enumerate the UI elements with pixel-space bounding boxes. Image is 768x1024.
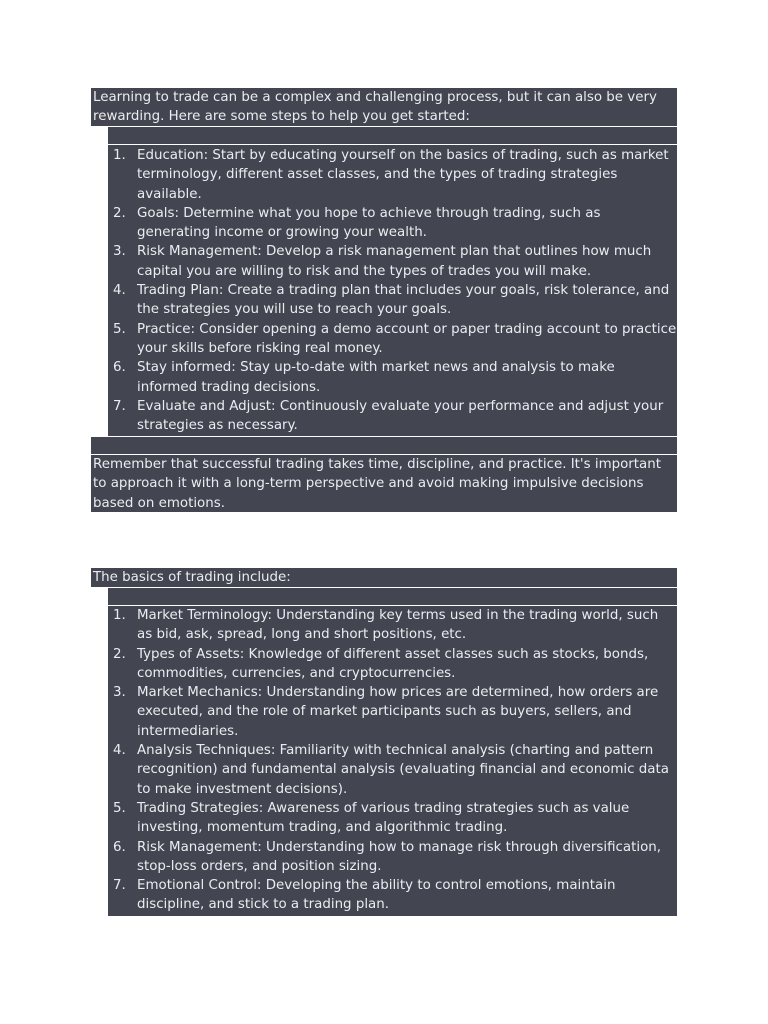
list-number: 3. <box>113 685 126 701</box>
list-number: 5. <box>113 800 126 816</box>
step-list-item <box>108 146 677 204</box>
list-number: 6. <box>113 360 126 376</box>
list-item-text: Analysis Techniques: Familiarity with technical analysis (charting and pattern recognition) and fundamental analysis (evaluating financial and economic data to make investment decisions). <box>137 743 669 797</box>
spacer-bar <box>108 588 677 605</box>
basics-list-item <box>108 645 677 684</box>
list-number: 1. <box>113 608 126 623</box>
list-number: 2. <box>113 205 126 221</box>
basics-list-item <box>108 838 677 877</box>
basics-heading <box>91 568 677 587</box>
list-item-text: Goals: Determine what you hope to achieve through trading, such as generating income or growing your wealth. <box>137 205 601 241</box>
basics-list-item <box>108 799 677 838</box>
list-number: 1. <box>113 148 126 163</box>
list-item-text: Types of Assets: Knowledge of different asset classes such as stocks, bonds, commodities, currencies, and cryptocurrencies. <box>137 646 649 681</box>
step-list-item <box>108 204 677 243</box>
closing-text: Remember that successful trading takes time, discipline, and practice. It's important to approach it with a long-term perspective and avoid making impulsive decisions based on emotions. <box>93 457 662 511</box>
intro-paragraph <box>91 88 677 126</box>
list-number: 2. <box>113 646 126 662</box>
list-item-text: Evaluate and Adjust: Continuously evaluate your performance and adjust your strategies as necessary. <box>137 398 664 434</box>
basics-list <box>108 606 677 915</box>
list-item-text: Practice: Consider opening a demo account or paper trading account to practice your skills before risking real money. <box>137 321 677 356</box>
basics-list-item <box>108 876 677 915</box>
list-item-text: Trading Strategies: Awareness of various trading strategies such as value investing, momentum trading, and algorithmic trading. <box>137 800 630 836</box>
basics-list-block <box>108 606 677 916</box>
steps-list <box>108 146 677 435</box>
list-item-text: Risk Management: Develop a risk management plan that outlines how much capital you are willing to risk and the types of trades you will make. <box>137 244 652 279</box>
basics-intro-text: The basics of trading include: <box>93 570 291 585</box>
list-item-text: Risk Management: Understanding how to manage risk through diversification, stop-loss orders, and position sizing. <box>137 839 662 874</box>
list-number: 6. <box>113 839 126 855</box>
spacer-bar <box>108 127 677 144</box>
list-item-text: Market Terminology: Understanding key terms used in the trading world, such as bid, ask, spread, long and short positions, etc. <box>137 608 659 643</box>
basics-list-item <box>108 741 677 799</box>
basics-list-item <box>108 606 677 645</box>
spacer-bar <box>91 437 677 454</box>
list-number: 7. <box>113 398 126 414</box>
list-item-text: Market Mechanics: Understanding how prices are determined, how orders are executed, and the role of market participants such as buyers, sellers, and intermediaries. <box>137 685 659 739</box>
closing-paragraph <box>91 455 677 512</box>
step-list-item <box>108 281 677 320</box>
list-item-text: Emotional Control: Developing the ability to control emotions, maintain discipline, and stick to a trading plan. <box>137 878 616 913</box>
step-list-item <box>108 397 677 436</box>
step-list-item <box>108 358 677 397</box>
list-item-text: Trading Plan: Create a trading plan that includes your goals, risk tolerance, and the strategies you will use to reach your goals. <box>137 283 670 318</box>
list-item-text: Stay informed: Stay up-to-date with market news and analysis to make informed trading decisions. <box>137 360 615 395</box>
list-number: 3. <box>113 244 126 260</box>
step-list-item <box>108 242 677 281</box>
steps-list-block <box>108 145 677 436</box>
intro-text: Learning to trade can be a complex and challenging process, but it can also be very rewarding. Here are some steps to help you get started: <box>93 90 657 125</box>
list-number: 5. <box>113 321 126 337</box>
list-number: 7. <box>113 878 126 894</box>
list-number: 4. <box>113 743 126 759</box>
step-list-item <box>108 320 677 359</box>
list-number: 4. <box>113 283 126 299</box>
list-item-text: Education: Start by educating yourself on the basics of trading, such as market terminology, different asset classes, and the types of trading strategies available. <box>137 148 669 202</box>
basics-list-item <box>108 683 677 741</box>
